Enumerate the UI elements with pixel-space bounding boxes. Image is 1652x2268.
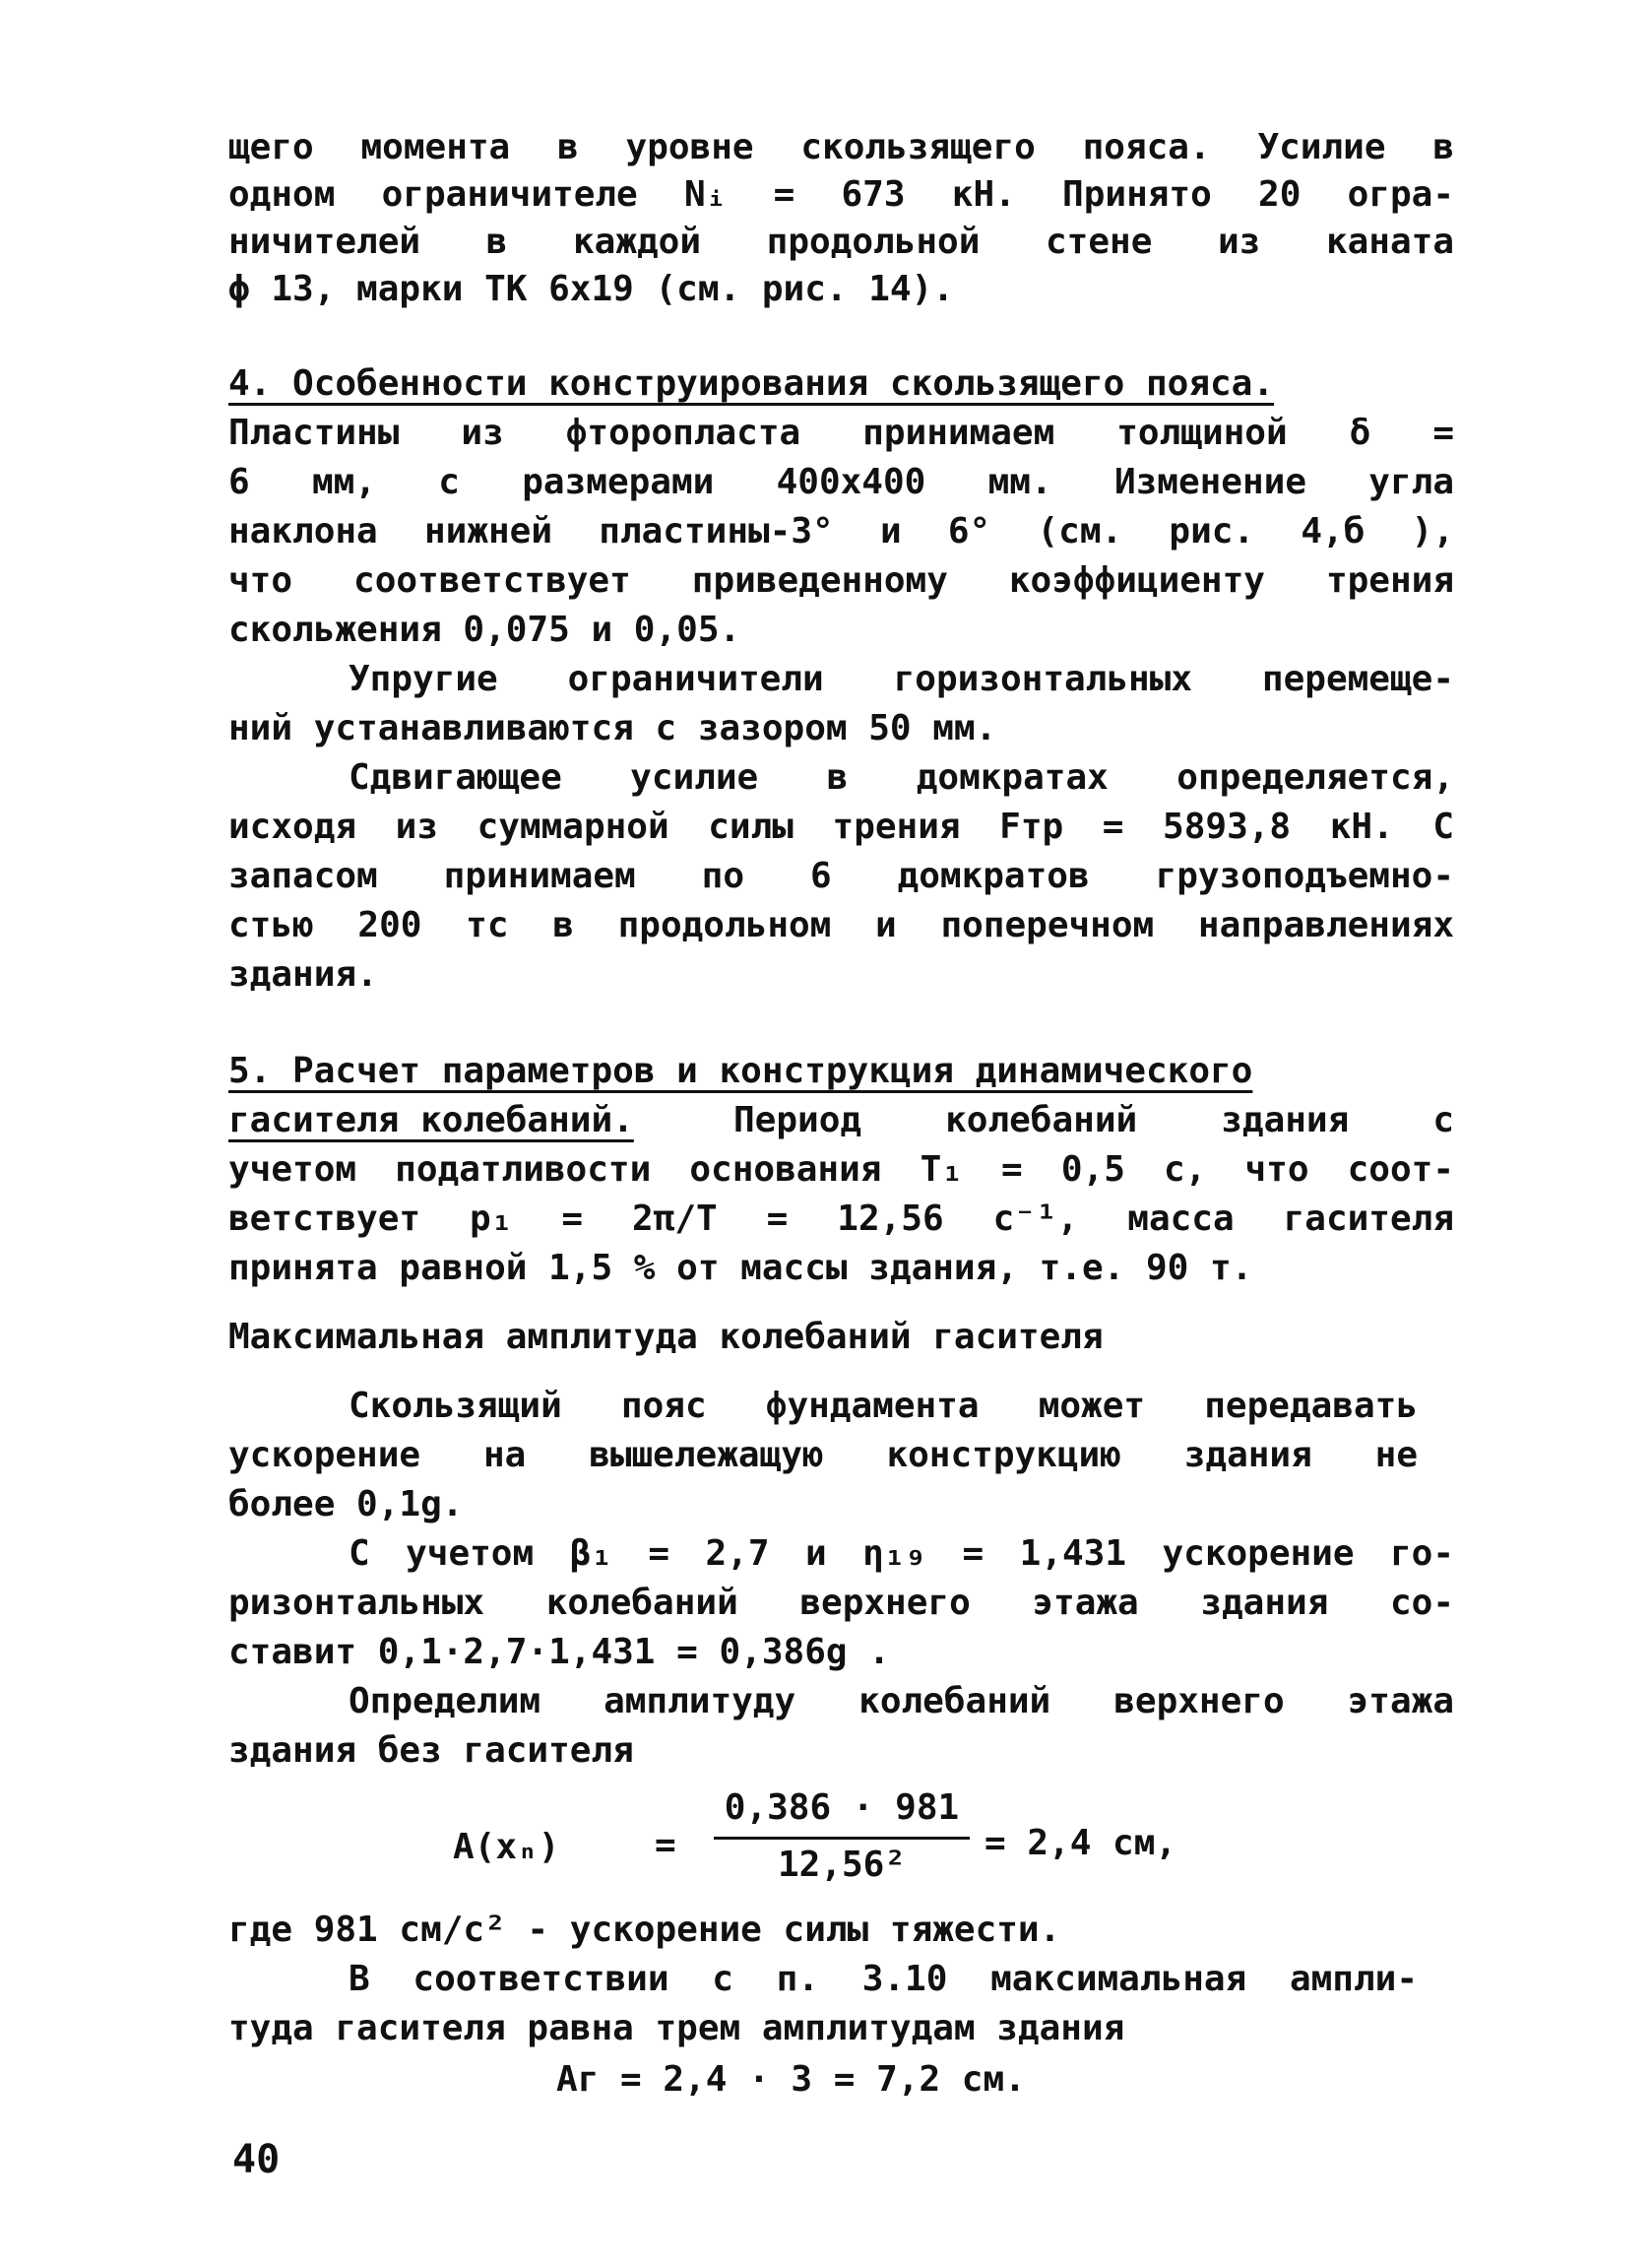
formula-denominator: 12,56² — [777, 1845, 907, 1885]
text-line-32: туда гасителя равна трем амплитудам здания — [228, 2008, 1125, 2048]
text-line-1: щего момента в уровне скользящего пояса. Усилие в — [228, 127, 1454, 167]
text-line-29: здания без гасителя — [228, 1730, 634, 1771]
text-line-13: исходя из суммарной силы трения Fтр = 5893,8 кН. С — [228, 807, 1454, 847]
text-line-30: где 981 см/с² - ускорение силы тяжести. — [228, 1910, 1061, 1950]
formula-lhs: A(xₙ) — [453, 1827, 560, 1867]
text-line-17: Период колебаний здания с — [733, 1100, 1454, 1140]
text-line-10: Упругие ограничители горизонтальных перемеще- — [349, 659, 1454, 699]
text-line-7: наклона нижней пластины-3° и 6° (см. рис. 4,б ), — [228, 511, 1454, 551]
section-4-heading: 4. Особенности конструирования скользящего пояса. — [228, 363, 1275, 404]
text-line-18: учетом податливости основания T₁ = 0,5 с, что соот- — [228, 1149, 1454, 1190]
amplitude-formula — [453, 1787, 1339, 1896]
formula-numerator: 0,386 · 981 — [724, 1787, 960, 1828]
section-5-heading: 5. Расчет параметров и конструкция динамического — [228, 1051, 1253, 1091]
text-line-6: 6 мм, с размерами 400х400 мм. Изменение угла — [228, 462, 1454, 502]
text-line-3: ничителей в каждой продольной стене из каната — [228, 222, 1454, 262]
formula-equals: = — [655, 1825, 676, 1865]
page-number: 40 — [232, 2137, 281, 2182]
fraction-bar — [714, 1837, 970, 1840]
text-line-31: В соответствии с п. 3.10 максимальная ампли- — [349, 1959, 1418, 1999]
text-line-11: ний устанавливаются с зазором 50 мм. — [228, 708, 997, 748]
text-line-9: скольжения 0,075 и 0,05. — [228, 610, 741, 650]
text-line-28: Определим амплитуду колебаний верхнего этажа — [349, 1681, 1454, 1721]
text-line-23: ускорение на вышележащую конструкцию здания не — [228, 1435, 1418, 1475]
text-line-14: запасом принимаем по 6 домкратов грузоподъемно- — [228, 856, 1454, 896]
text-line-16: здания. — [228, 954, 378, 995]
text-line-15: стью 200 тс в продольном и поперечном направлениях — [228, 905, 1454, 945]
text-line-24: более 0,1g. — [228, 1484, 464, 1524]
text-line-22: Скользящий пояс фундамента может передавать — [349, 1386, 1418, 1426]
text-line-26: ризонтальных колебаний верхнего этажа здания со- — [228, 1583, 1454, 1623]
formula-result: = 2,4 см, — [985, 1823, 1177, 1863]
text-line-8: что соответствует приведенному коэффициенту трения — [228, 560, 1454, 601]
text-line-20: принята равной 1,5 % от массы здания, т.е. 90 т. — [228, 1248, 1253, 1288]
text-line-5: Пластины из фторопласта принимаем толщиной δ = — [228, 413, 1454, 453]
text-line-25: С учетом β₁ = 2,7 и η₁₉ = 1,431 ускорение го- — [349, 1533, 1454, 1574]
text-line-33: Aг = 2,4 · 3 = 7,2 см. — [556, 2059, 1026, 2100]
section-5-heading-cont: гасителя колебаний. — [228, 1100, 634, 1140]
text-line-19: ветствует p₁ = 2π/T = 12,56 с⁻¹, масса гасителя — [228, 1199, 1454, 1239]
text-line-12: Сдвигающее усилие в домкратах определяется, — [349, 757, 1454, 798]
text-line-27: ставит 0,1·2,7·1,431 = 0,386g . — [228, 1632, 890, 1672]
text-line-2: одном ограничителе Nᵢ = 673 кН. Принято 20 огра- — [228, 174, 1454, 215]
text-line-4: ϕ 13, марки ТК 6х19 (см. рис. 14). — [228, 269, 954, 309]
text-line-21: Максимальная амплитуда колебаний гасителя — [228, 1317, 1104, 1357]
